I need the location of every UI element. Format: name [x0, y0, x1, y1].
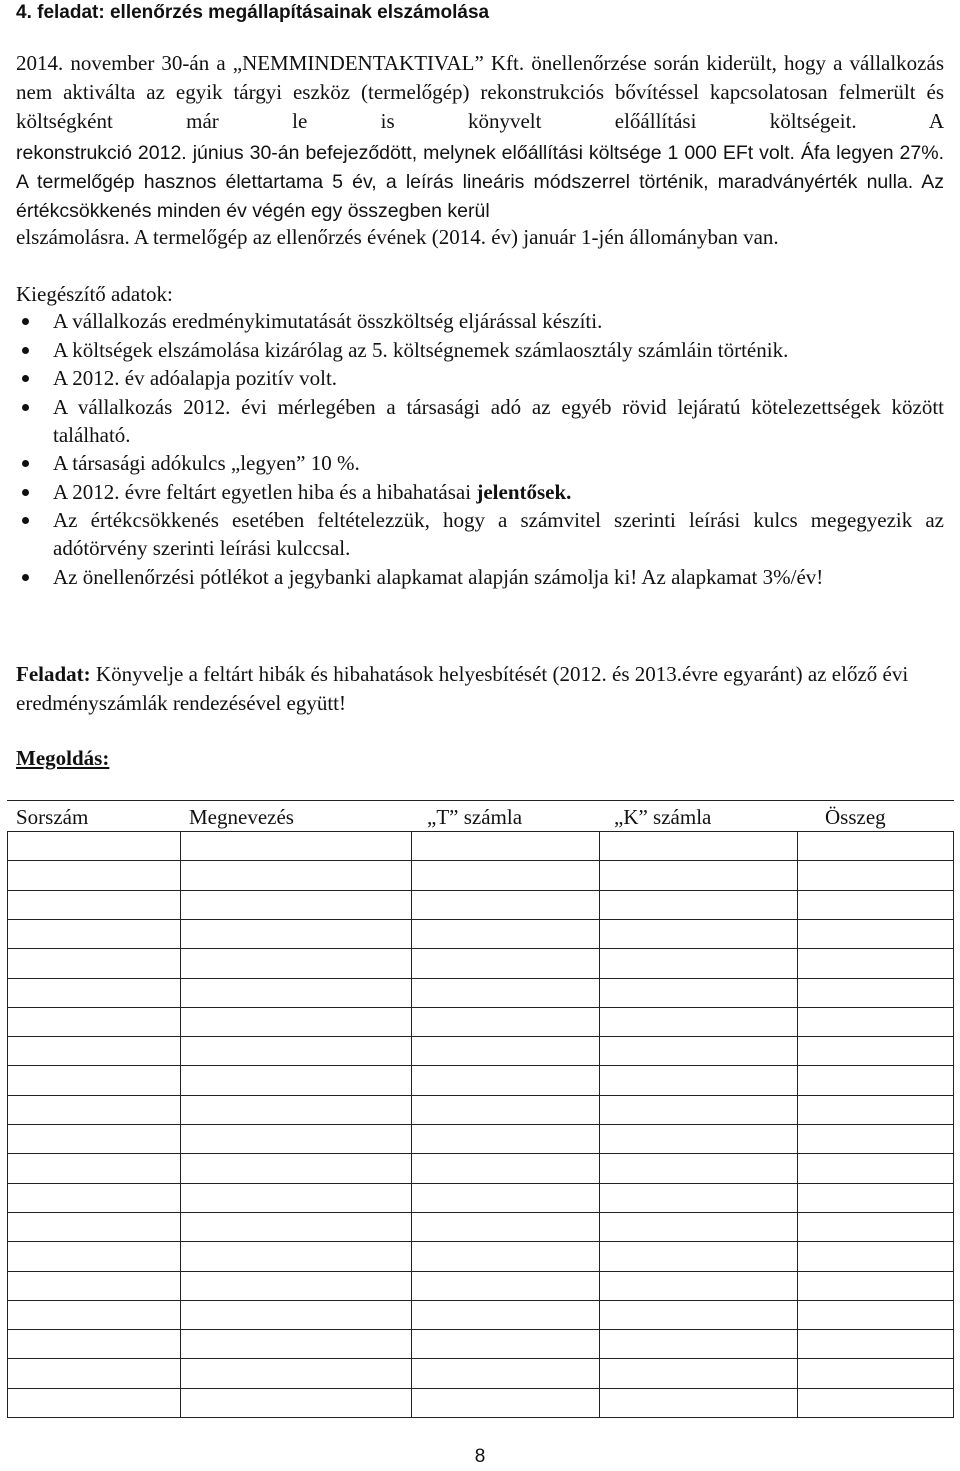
emphasis-text: jelentősek. [476, 479, 572, 504]
table-row-line [7, 1417, 954, 1418]
table-row-line [7, 1329, 954, 1330]
solution-label: Megoldás: [16, 746, 110, 770]
table-row-line [7, 1007, 954, 1008]
bullet-icon [22, 460, 29, 467]
bullet-icon [22, 489, 29, 496]
supplementary-title: Kiegészítő adatok: [16, 282, 173, 306]
table-row-line [7, 1241, 954, 1242]
table-header [7, 801, 954, 829]
bullet-icon [22, 517, 29, 524]
list-item: A költségek elszámolása kizárólag az 5. költségnemek számlaosztály számláin történik. [16, 336, 944, 364]
supplementary-list [16, 307, 944, 591]
bullet-icon [22, 375, 29, 382]
table-row-line [7, 1212, 954, 1213]
list-item: Az önellenőrzési pótlékot a jegybanki alapkamat alapján számolja ki! Az alapkamat 3%/év! [16, 563, 944, 591]
table-row-line [7, 1036, 954, 1037]
table-row-line [7, 919, 954, 920]
table-row-line [7, 860, 954, 861]
table-column-line [599, 831, 600, 1417]
list-item: A 2012. év adóalapja pozitív volt. [16, 364, 944, 392]
bullet-icon [22, 347, 29, 354]
column-header-t-account: „T” számla [427, 805, 523, 829]
table-row-line [7, 1271, 954, 1272]
table-row-line [7, 1300, 954, 1301]
column-header-sorszam: Sorszám [16, 805, 89, 829]
intro-paragraph-1: 2014. november 30-án a „NEMMINDENTAKTIVAL” Kft. önellenőrzése során kiderült, hogy a vállalkozás nem aktiválta az egyik tárgyi eszköz (termelőgép) rekonstrukciós bővítéssel kapcsolatosan felmerült és költségként már le is könyvelt előállítási költségeit. A [16, 51, 944, 133]
table-row-line [7, 978, 954, 979]
table-row-line [7, 831, 954, 832]
intro-paragraph-3: elszámolásra. A termelőgép az ellenőrzés évének (2014. év) január 1-jén állományban van. [16, 225, 779, 249]
table-row-line [7, 948, 954, 949]
task-label: Feladat: [16, 662, 91, 686]
table-column-line [180, 831, 181, 1417]
column-header-k-account: „K” számla [614, 805, 712, 829]
list-item: A vállalkozás eredménykimutatását összköltség eljárással készíti. [16, 307, 944, 335]
list-item: A társasági adókulcs „legyen” 10 %. [16, 449, 944, 477]
table-column-line [953, 831, 954, 1417]
column-header-osszeg: Összeg [825, 805, 886, 829]
task-text: Könyvelje a feltárt hibák és hibahatások helyesbítését (2012. és 2013.évre egyaránt) az előző évi eredményszámlák rendezésével együtt! [16, 662, 909, 715]
list-item: A vállalkozás 2012. évi mérlegében a társasági adó az egyéb rövid lejáratú kötelezettségek között található. [16, 393, 944, 449]
task-paragraph [16, 660, 944, 718]
table-row-line [7, 1388, 954, 1389]
table-row-line [7, 1183, 954, 1184]
table-row-line [7, 1095, 954, 1096]
page-title: 4. feladat: ellenőrzés megállapításainak elszámolása [16, 2, 490, 23]
bullet-icon [22, 404, 29, 411]
table-row-line [7, 890, 954, 891]
page-number: 8 [474, 1446, 486, 1467]
table-row-line [7, 1153, 954, 1154]
intro-paragraph-2: rekonstrukció 2012. június 30-án befejeződött, melynek előállítási költsége 1 000 EFt volt. Áfa legyen 27%. A termelőgép hasznos élettartama 5 év, a leírás lineáris módszerrel történik, maradványérték nulla. Az értékcsökkenés minden év végén egy összegben kerül [16, 142, 944, 222]
table-row-line [7, 1358, 954, 1359]
bullet-icon [22, 318, 29, 325]
bullet-icon [22, 574, 29, 581]
table-column-line [797, 831, 798, 1417]
table-column-line [411, 831, 412, 1417]
column-header-megnevezes: Megnevezés [189, 805, 294, 829]
table-row-line [7, 1065, 954, 1066]
ledger-table [7, 800, 954, 1417]
list-item: A 2012. évre feltárt egyetlen hiba és a hibahatásai jelentősek. [16, 478, 944, 506]
table-column-line [7, 831, 8, 1417]
table-row-line [7, 1124, 954, 1125]
list-item: Az értékcsökkenés esetében feltételezzük, hogy a számvitel szerinti leírási kulcs megegyezik az adótörvény szerinti leírási kulccsal. [16, 506, 944, 562]
